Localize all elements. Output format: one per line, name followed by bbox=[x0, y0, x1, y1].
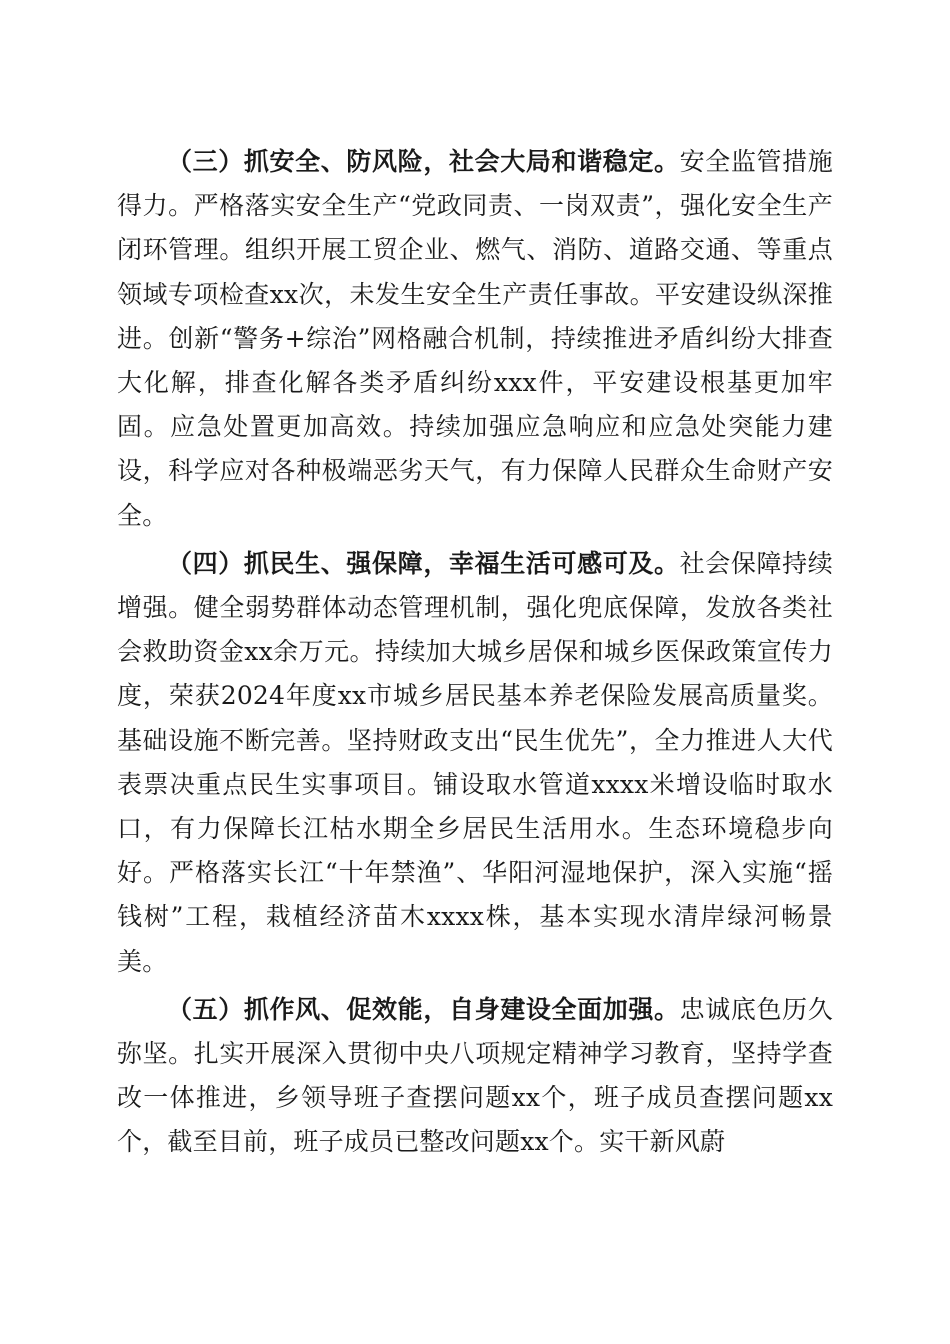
paragraph-livelihood bbox=[117, 542, 833, 984]
paragraph-heading: （三）抓安全、防风险，社会大局和谐稳定。 bbox=[167, 147, 680, 176]
paragraph-text: 忠诚底色历久弥坚。扎实开展深入贯彻中央八项规定精神学习教育，坚持学查改一体推进，乡领导班子查摆问题xx个，班子成员查摆问题xx个，截至目前，班子成员已整改问题xx个。实干新风蔚 bbox=[117, 994, 833, 1157]
paragraph-text: 安全监管措施得力。严格落实安全生产“党政同责、一岗双责”，强化安全生产闭环管理。组织开展工贸企业、燃气、消防、道路交通、等重点领域专项检查xx次，未发生安全生产责任事故。平安建设纵深推进。创新“警务+综治”网格融合机制，持续推进矛盾纠纷大排查大化解，排查化解各类矛盾纠纷xxx件，平安建设根基更加牢固。应急处置更加高效。持续加强应急响应和应急处突能力建设，科学应对各种极端恶劣天气，有力保障人民群众生命财产安全。 bbox=[117, 147, 833, 530]
paragraph-heading: （五）抓作风、促效能，自身建设全面加强。 bbox=[167, 994, 680, 1024]
document-body bbox=[117, 140, 833, 1165]
paragraph-work-style bbox=[117, 988, 833, 1165]
paragraph-heading: （四）抓民生、强保障，幸福生活可感可及。 bbox=[167, 548, 680, 578]
paragraph-safety bbox=[117, 140, 833, 538]
paragraph-text: 社会保障持续增强。健全弱势群体动态管理机制，强化兜底保障，发放各类社会救助资金xx余万元。持续加大城乡居保和城乡医保政策宣传力度，荣获2024年度xx市城乡居民基本养老保险发展高质量奖。基础设施不断完善。坚持财政支出“民生优先”，全力推进人大代表票决重点民生实事项目。铺设取水管道xxxx米增设临时取水口，有力保障长江枯水期全乡居民生活用水。生态环境稳步向好。严格落实长江“十年禁渔”、华阳河湿地保护，深入实施“摇钱树”工程，栽植经济苗木xxxx株，基本实现水清岸绿河畅景美。 bbox=[117, 548, 833, 976]
